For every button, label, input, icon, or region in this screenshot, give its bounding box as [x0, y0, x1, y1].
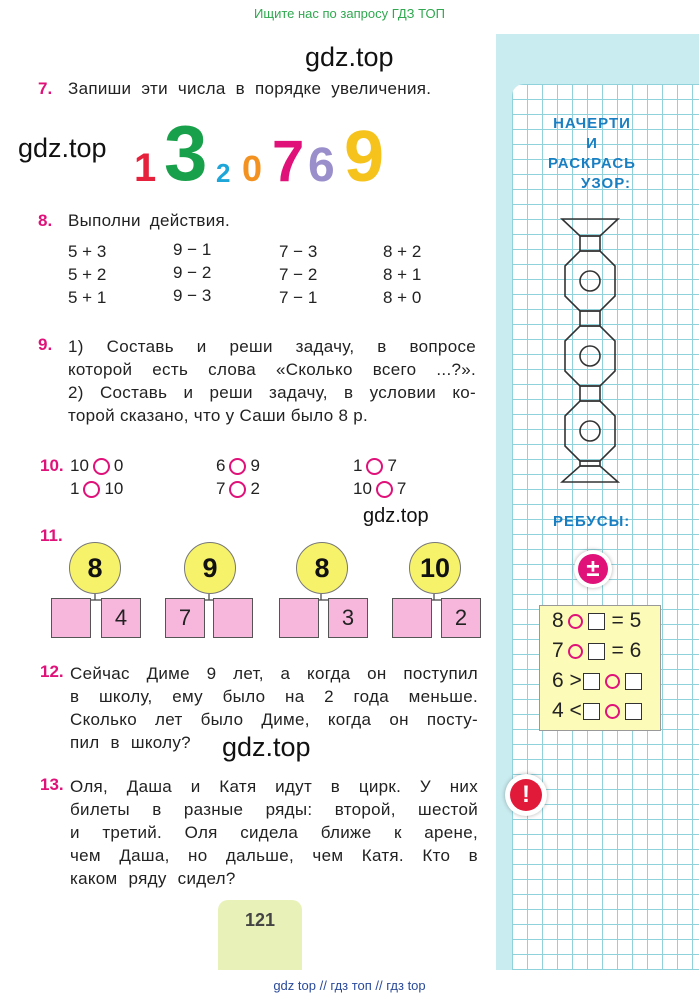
- title-line: УЗОР:: [581, 175, 631, 192]
- text-line: пил в школу?: [70, 733, 191, 752]
- page-number: 121: [218, 900, 302, 970]
- operator-circle[interactable]: [568, 614, 583, 629]
- pattern-title: [536, 114, 648, 194]
- exclamation-glyph: !: [510, 779, 542, 811]
- text-line: которой есть слова «Сколько всего ...?».: [68, 360, 476, 379]
- value: 10: [104, 479, 124, 498]
- answer-square[interactable]: [588, 613, 605, 630]
- rebus-value: 7: [552, 639, 564, 662]
- value: 0: [113, 456, 124, 475]
- answer-box[interactable]: 4: [101, 598, 141, 638]
- value: 7: [216, 479, 226, 498]
- digit: 0: [242, 148, 263, 189]
- watermark: gdz.top: [363, 505, 429, 527]
- answer-square[interactable]: [625, 703, 642, 720]
- answer-box[interactable]: 2: [441, 598, 481, 638]
- rebus-value: = 5: [611, 609, 642, 632]
- title-line: РАСКРАСЬ: [548, 155, 636, 172]
- answer-square[interactable]: [583, 703, 600, 720]
- task-text: [70, 662, 478, 754]
- expression: 5 + 2: [68, 265, 107, 284]
- rebus-row: [540, 636, 660, 666]
- value: 2: [250, 479, 260, 498]
- pattern-drawing: [560, 216, 622, 486]
- number-badge: 8: [69, 542, 121, 594]
- text-line: каком ряду сидел?: [70, 869, 236, 888]
- rebus-value: 6 >: [552, 669, 582, 692]
- rebus-title: РЕБУСЫ:: [553, 513, 631, 530]
- task-text: Выполни действия.: [68, 211, 231, 230]
- rebus-value: = 6: [611, 639, 642, 662]
- task-number: 12.: [40, 662, 64, 681]
- rebus-row: [540, 696, 660, 726]
- rebus-value: 4 <: [552, 699, 582, 722]
- expression: 9 − 2: [173, 263, 212, 282]
- answer-box[interactable]: 7: [165, 598, 205, 638]
- text-line: 1) Составь и реши задачу, в вопросе: [68, 337, 476, 356]
- text-line: Сколько лет было Диме, когда он посту-: [70, 710, 478, 729]
- answer-box[interactable]: [51, 598, 91, 638]
- text-line: билеты в разные ряды: второй, шестой: [70, 800, 478, 819]
- text-line: чем Даша, но дальше, чем Катя. Кто в: [70, 846, 478, 865]
- answer-box[interactable]: [279, 598, 319, 638]
- value: 1: [353, 456, 363, 475]
- plus-minus-glyph: ±: [578, 554, 608, 584]
- digit: 3: [164, 109, 208, 197]
- operator-circle[interactable]: [568, 644, 583, 659]
- bottom-banner: gdz top // гдз топ // гдз top: [273, 978, 426, 993]
- task-number: 9.: [38, 335, 53, 354]
- answer-square[interactable]: [625, 673, 642, 690]
- operator-circle[interactable]: [605, 704, 620, 719]
- value: 7: [387, 456, 397, 475]
- value: 7: [396, 479, 407, 498]
- title-line: НАЧЕРТИ: [553, 115, 631, 132]
- expression: 8 + 0: [383, 288, 422, 307]
- rebus-row: [540, 666, 660, 696]
- expression: 5 + 3: [68, 242, 107, 261]
- rebus-value: 8: [552, 609, 564, 632]
- number-badge: 9: [184, 542, 236, 594]
- task-number: 8.: [38, 211, 53, 230]
- digit: 9: [344, 117, 385, 197]
- text-line: торой сказано, что у Саши было 8 р.: [68, 406, 369, 425]
- value: 10: [70, 456, 89, 475]
- text-line: Сейчас Диме 9 лет, а когда он поступил: [70, 664, 478, 683]
- expression: 9 − 1: [173, 240, 212, 259]
- task-text: Запиши эти числа в порядке увеличения.: [68, 79, 432, 98]
- task-number: 10.: [40, 456, 64, 475]
- task-number: 13.: [40, 775, 64, 794]
- rebus-row: [540, 606, 660, 636]
- expression: 9 − 3: [173, 286, 212, 305]
- watermark: gdz.top: [222, 732, 311, 762]
- expression: 8 + 2: [383, 242, 422, 261]
- text-line: и третий. Оля сидела ближе к арене,: [70, 823, 478, 842]
- operator-circle[interactable]: [605, 674, 620, 689]
- text-line: Оля, Даша и Катя идут в цирк. У них: [70, 777, 478, 796]
- number-badge: 8: [296, 542, 348, 594]
- watermark: gdz.top: [305, 42, 394, 72]
- digit: 2: [216, 158, 231, 188]
- exclamation-icon: [505, 774, 547, 816]
- expression: 7 − 3: [279, 242, 318, 261]
- plus-minus-icon: [574, 550, 612, 588]
- task-text: [70, 775, 478, 890]
- answer-square[interactable]: [583, 673, 600, 690]
- answer-box[interactable]: [392, 598, 432, 638]
- digit: 7: [272, 129, 305, 194]
- text-line: 2) Составь и реши задачу, в условии ко-: [68, 383, 476, 402]
- value: 9: [250, 456, 260, 475]
- value: 6: [216, 456, 226, 475]
- digit: 1: [134, 146, 157, 190]
- expression: 7 − 2: [279, 265, 318, 284]
- answer-box[interactable]: [213, 598, 253, 638]
- watermark: gdz.top: [18, 133, 107, 163]
- answer-square[interactable]: [588, 643, 605, 660]
- value: 10: [353, 479, 372, 498]
- number-house-lines: [0, 0, 499, 700]
- value: 1: [70, 479, 80, 498]
- number-badge: 10: [409, 542, 461, 594]
- digit: 6: [308, 139, 335, 192]
- answer-box[interactable]: 3: [328, 598, 368, 638]
- expression: 8 + 1: [383, 265, 422, 284]
- task-number: 11.: [40, 526, 63, 545]
- task-number: 7.: [38, 79, 53, 98]
- title-line: И: [586, 135, 598, 152]
- expression: 7 − 1: [279, 288, 318, 307]
- expression: 5 + 1: [68, 288, 107, 307]
- text-line: в школу, ему было на 2 года меньше.: [70, 687, 478, 706]
- top-banner: Ищите нас по запросу ГДЗ ТОП: [254, 6, 445, 21]
- rebus-box: [539, 605, 661, 731]
